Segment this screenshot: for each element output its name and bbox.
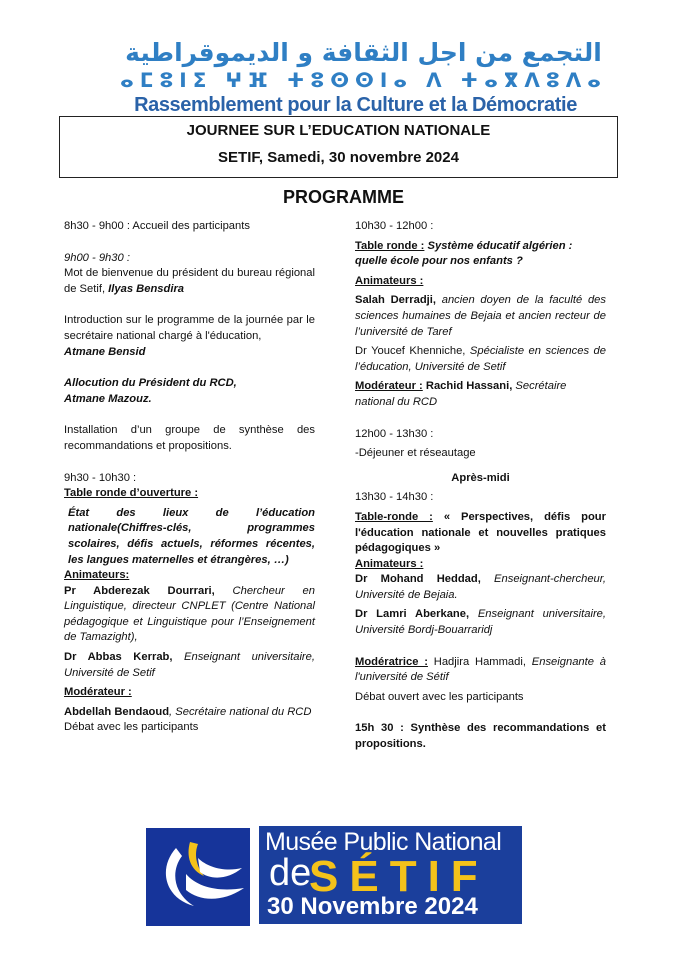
accueil-item: 8h30 - 9h00 : Accueil des participants — [64, 220, 250, 232]
animateurs-label: Animateurs: — [64, 569, 130, 582]
org-name-tifinagh: ⴰⵎⵓⵏⵉ ⵖⴼ ⵜⵓⵙⵙⵏⴰ ⴷ ⵜⴰⴳⴷⵓⴷⴰ — [119, 68, 608, 92]
table-ronde-topic: État des lieux de l’éducation nationale(Chiffres-clés, programmes scolaires, défis actuels, réformes récentes, les langues maternelles et étrangères, …) — [68, 506, 315, 566]
synthese-item: 15h 30 : Synthèse des recommandations et propositions. — [355, 722, 606, 751]
museum-banner — [259, 826, 522, 924]
org-name-french: Rassemblement pour la Culture et la Démocratie — [134, 94, 577, 116]
debat-item: Débat ouvert avec les participants — [355, 690, 524, 703]
animateur-entry: Dr Youcef Khenniche, Spécialiste en sciences de l’éducation, Université de Setif — [355, 345, 606, 373]
time-slot: 9h30 - 10h30 : — [64, 471, 137, 484]
time-slot: 10h30 - 12h00 : — [355, 220, 434, 232]
banner-museum-name: Musée Public National — [265, 828, 502, 856]
programme-heading: PROGRAMME — [283, 187, 404, 207]
event-date: SETIF, Samedi, 30 novembre 2024 — [218, 149, 459, 166]
moderateur-label: Modérateur : — [64, 686, 132, 699]
banner-city: SÉTIF — [309, 852, 489, 901]
programme-left-column — [64, 219, 315, 736]
speaker-name: Ilyas Bensdira — [108, 282, 185, 295]
banner-date: 30 Novembre 2024 — [267, 893, 478, 920]
time-slot: 12h00 - 13h30 : — [355, 427, 434, 440]
animateurs-label: Animateurs : — [355, 557, 424, 570]
swoosh-logo-icon — [146, 828, 250, 926]
animateur-entry: Salah Derradji, ancien doyen de la faculté des sciences humaines de Bejaia et ancien recteur de l’université de Taref — [355, 294, 606, 338]
org-header — [0, 38, 679, 118]
dejeuner-item: -Déjeuner et réseautage — [355, 447, 476, 460]
speaker-name: Atmane Mazouz. — [64, 392, 152, 405]
speaker-name: Atmane Bensid — [64, 345, 146, 358]
animateur-entry: Dr Lamri Aberkane, Enseignant universitaire, Université Bordj-Bouarraridj — [355, 608, 607, 637]
debat-item: Débat avec les participants — [64, 721, 199, 734]
moderatrice-entry: Modératrice : Hadjira Hammadi, Enseignante à l'université de Sétif — [355, 655, 607, 684]
animateur-entry: Dr Abbas Kerrab, Enseignant universitaire, Université de Setif — [64, 651, 315, 679]
programme-right-column — [355, 219, 606, 753]
animateur-entry: Pr Abderezak Dourrari, Chercheur en Linguistique, directeur CNPLET (Centre National pédagogique et Linguistique pour l’Enseignement de Tamazight), — [64, 584, 315, 644]
time-slot: 9h00 - 9h30 : — [64, 251, 130, 264]
banner-de: de — [269, 852, 312, 894]
apres-midi-heading: Après-midi — [451, 471, 510, 484]
intro-item: Introduction sur le programme de la journée par le secrétaire national chargé à l'éducation, — [64, 314, 315, 342]
table-ronde-item: Table ronde : Système éducatif algérien : quelle école pour nos enfants ? — [355, 239, 573, 268]
event-title-box — [59, 116, 618, 178]
installation-item: Installation d’un groupe de synthèse des recommandations et propositions. — [64, 424, 315, 452]
moderateur-entry: Abdellah Bendaoud, Secrétaire national du RCD — [64, 705, 312, 718]
table-ronde-item: Table-ronde : « Perspectives, défis pour l'éducation nationale et nouvelles pratiques pédagogiques » — [355, 510, 606, 555]
animateur-entry: Dr Mohand Heddad, Enseignant-chercheur, Université de Bejaia. — [355, 573, 606, 601]
moderateur-entry: Modérateur : Rachid Hassani, Secrétaire national du RCD — [355, 380, 567, 408]
bienvenue-item: Mot de bienvenue du président du bureau régional de Setif, Ilyas Bensdira — [64, 267, 315, 295]
table-ronde-label: Table ronde d’ouverture : — [64, 487, 199, 500]
event-title: JOURNEE SUR L’EDUCATION NATIONALE — [186, 122, 491, 139]
museum-logo — [146, 828, 250, 926]
allocution-item: Allocution du Président du RCD, — [64, 377, 237, 390]
animateurs-label: Animateurs : — [355, 274, 424, 287]
org-name-arabic: التجمع من اجل الثقافة و الديموقراطية — [125, 38, 602, 67]
time-slot: 13h30 - 14h30 : — [355, 491, 434, 504]
